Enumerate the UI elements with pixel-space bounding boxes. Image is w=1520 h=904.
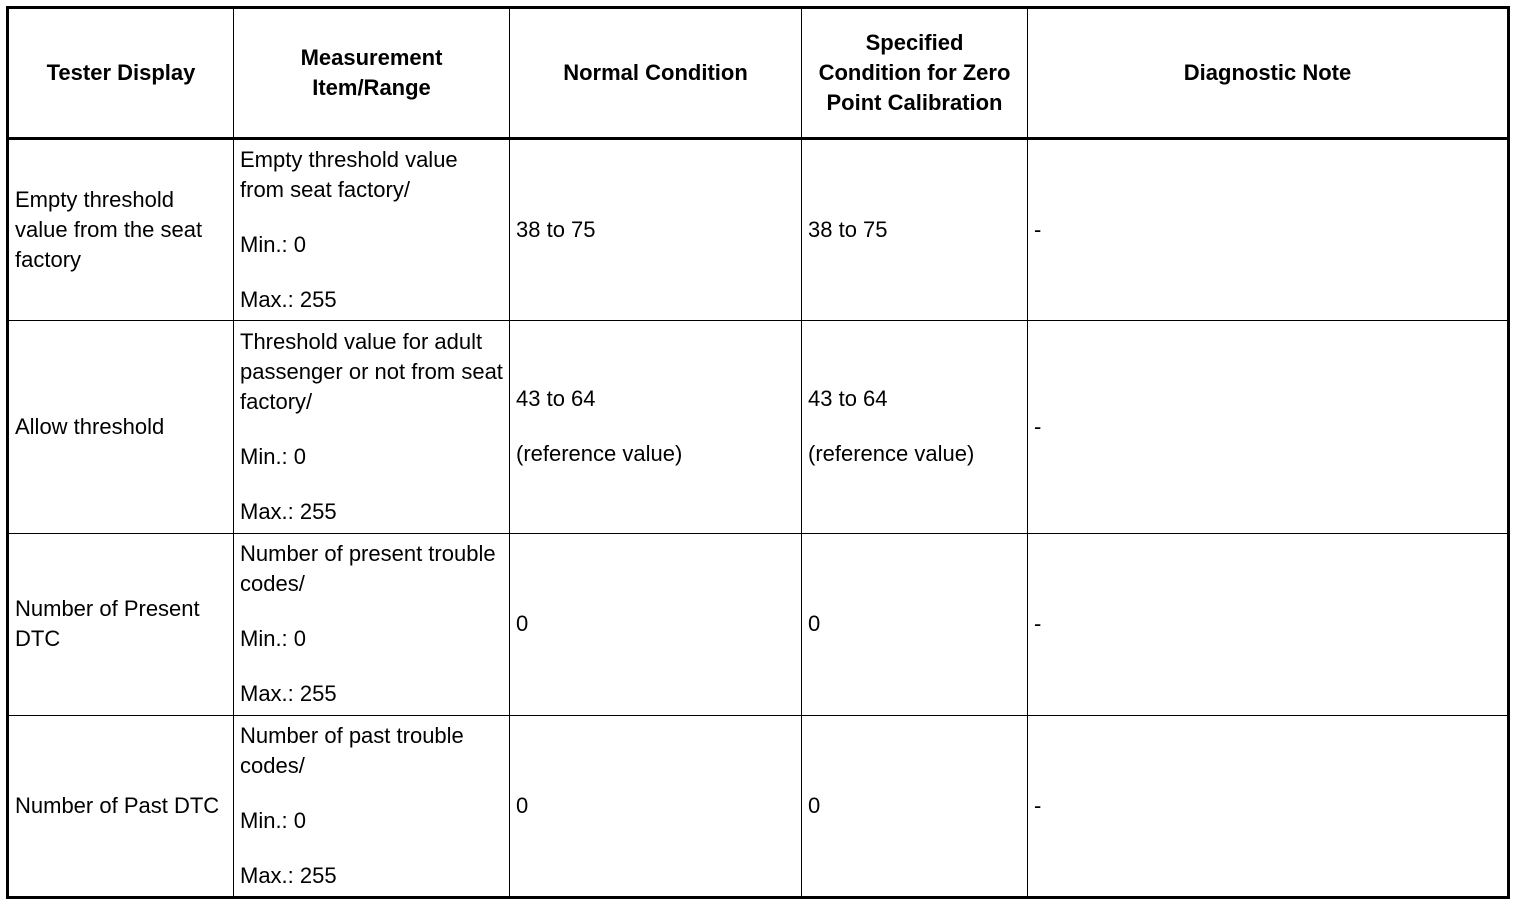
header-specified-condition: Specified Condition for Zero Point Calibration — [802, 8, 1028, 139]
tester-display-text: Empty threshold value from the seat factory — [15, 187, 203, 273]
specified-condition-value: 0 — [808, 611, 821, 637]
data-list-table — [6, 6, 1510, 899]
measurement-max: Max.: 255 — [240, 498, 337, 524]
table-row — [8, 533, 1509, 715]
specified-condition-value: 0 — [808, 792, 821, 818]
measurement-min: Min.: 0 — [240, 443, 307, 469]
diagnostic-note-cell — [1028, 321, 1509, 533]
measurement-cell — [234, 139, 510, 321]
diagnostic-note-text: - — [1034, 611, 1042, 637]
tester-display-cell — [8, 321, 234, 533]
normal-condition-value: 0 — [516, 611, 529, 637]
tester-display-cell — [8, 139, 234, 321]
tester-display-text: Number of Past DTC — [15, 792, 220, 818]
specified-condition-cell — [802, 533, 1028, 715]
diagnostic-note-text: - — [1034, 217, 1042, 243]
diagnostic-note-cell — [1028, 533, 1509, 715]
tester-display-text: Allow threshold — [15, 413, 165, 439]
table-row — [8, 139, 1509, 321]
measurement-item: Number of past trouble codes/ — [240, 722, 464, 778]
header-measurement-item-range: Measurement Item/Range — [234, 8, 510, 139]
table-row — [8, 715, 1509, 897]
normal-condition-value: 38 to 75 — [516, 217, 596, 243]
measurement-item: Threshold value for adult passenger or not from seat factory/ — [240, 328, 503, 414]
normal-condition-cell — [510, 533, 802, 715]
header-normal-condition: Normal Condition — [510, 8, 802, 139]
specified-condition-note: (reference value) — [808, 441, 975, 467]
specified-condition-cell — [802, 715, 1028, 897]
measurement-cell — [234, 321, 510, 533]
measurement-min: Min.: 0 — [240, 626, 307, 652]
measurement-min: Min.: 0 — [240, 807, 307, 833]
measurement-cell — [234, 715, 510, 897]
measurement-item: Number of present trouble codes/ — [240, 541, 496, 597]
header-row — [8, 8, 1509, 139]
normal-condition-cell — [510, 715, 802, 897]
specified-condition-cell — [802, 321, 1028, 533]
measurement-min: Min.: 0 — [240, 232, 307, 258]
normal-condition-value: 43 to 64 — [516, 386, 596, 412]
specified-condition-value: 38 to 75 — [808, 217, 888, 243]
measurement-item: Empty threshold value from seat factory/ — [240, 147, 458, 203]
header-tester-display: Tester Display — [8, 8, 234, 139]
measurement-max: Max.: 255 — [240, 862, 337, 888]
diagnostic-note-cell — [1028, 715, 1509, 897]
specified-condition-cell — [802, 139, 1028, 321]
header-diagnostic-note: Diagnostic Note — [1028, 8, 1509, 139]
normal-condition-cell — [510, 321, 802, 533]
tester-display-text: Number of Present DTC — [15, 596, 200, 652]
normal-condition-cell — [510, 139, 802, 321]
diagnostic-note-text: - — [1034, 413, 1042, 439]
diagnostic-note-cell — [1028, 139, 1509, 321]
tester-display-cell — [8, 533, 234, 715]
measurement-max: Max.: 255 — [240, 287, 337, 313]
table-row — [8, 321, 1509, 533]
diagnostic-note-text: - — [1034, 792, 1042, 818]
normal-condition-value: 0 — [516, 792, 529, 818]
tester-display-cell — [8, 715, 234, 897]
measurement-max: Max.: 255 — [240, 681, 337, 707]
measurement-cell — [234, 533, 510, 715]
normal-condition-note: (reference value) — [516, 441, 683, 467]
specified-condition-value: 43 to 64 — [808, 386, 888, 412]
